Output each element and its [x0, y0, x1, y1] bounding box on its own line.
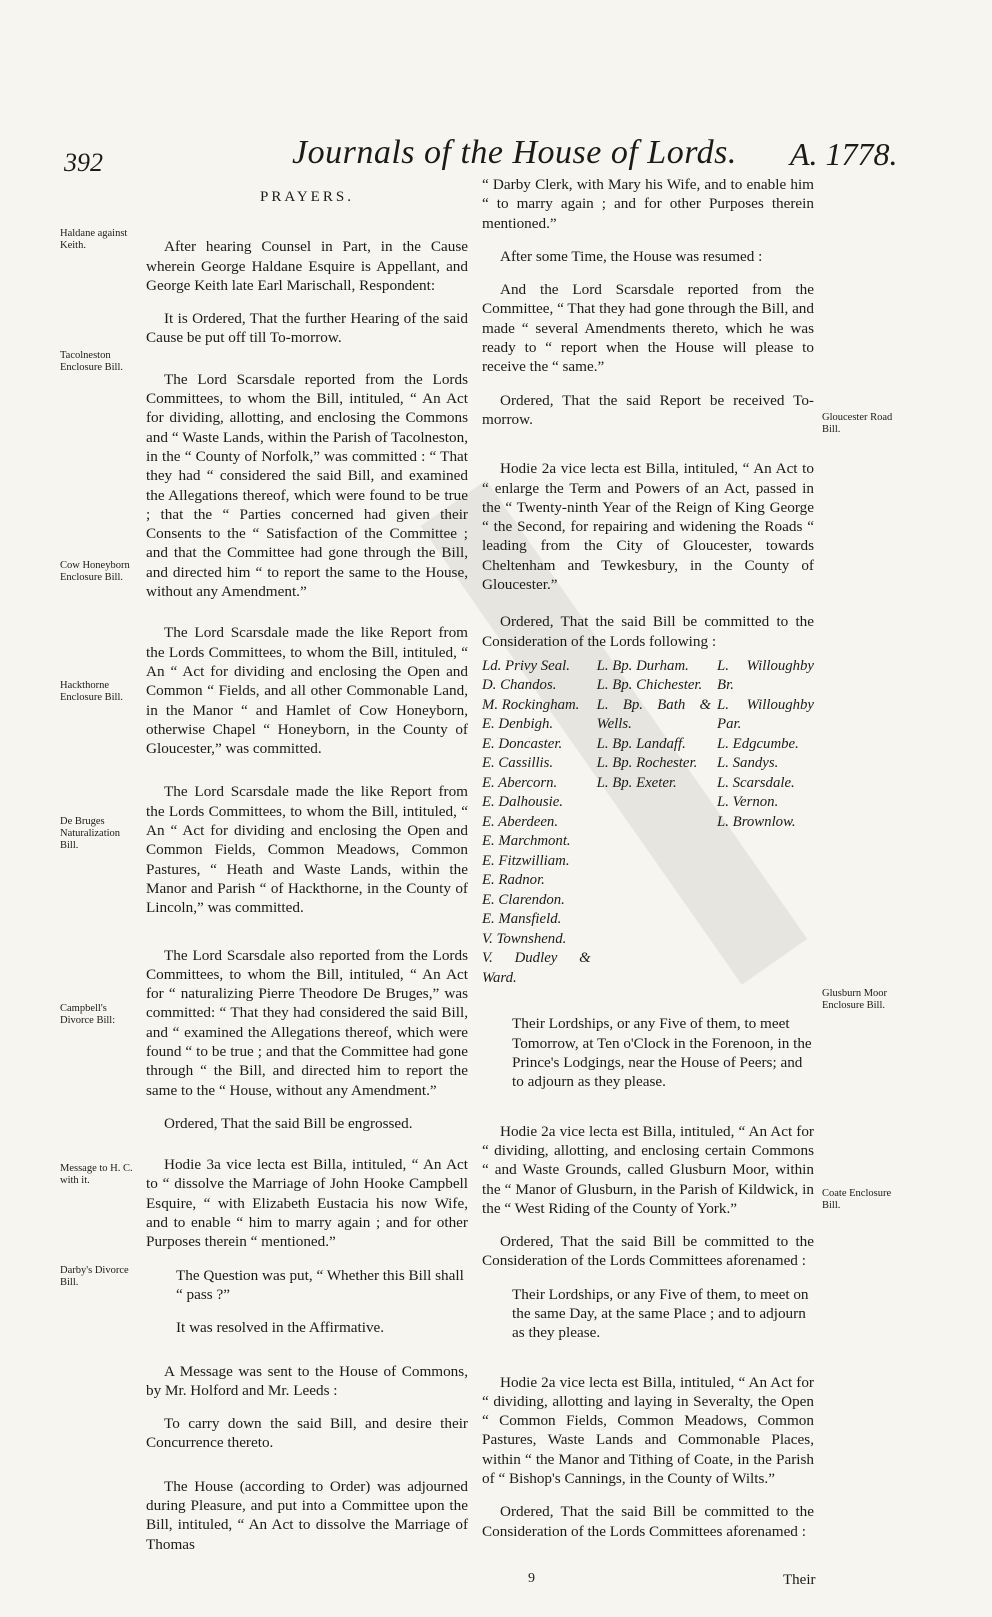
- lord-name: V. Townshend.: [482, 930, 567, 947]
- lord-name: E. Aberdeen.: [482, 813, 559, 830]
- margin-note: Message to H. C. with it.: [60, 1163, 133, 1186]
- paragraph: It was resolved in the Affirmative.: [176, 1319, 385, 1337]
- paragraph: Ordered, That the said Bill be committed to the Consideration of the Lords Committees aforenamed :: [482, 1503, 814, 1540]
- paragraph: It is Ordered, That the further Hearing of the said Cause be put off till To-morrow.: [146, 310, 468, 347]
- lord-name: L. Bp. Rochester.: [596, 755, 698, 772]
- right-column: [482, 175, 814, 1555]
- lord-name: E. Radnor.: [482, 872, 545, 889]
- margin-note: Tacolneston Enclosure Bill.: [60, 350, 123, 373]
- lord-name: E. Doncaster.: [482, 735, 563, 752]
- lord-name: L. Scarsdale.: [717, 774, 795, 791]
- lord-name: L. Bp. Durham.: [596, 657, 689, 674]
- paragraph: Hodie 2a vice lecta est Billa, intituled, “ An Act to “ enlarge the Term and Powers of an Act, passed in the “ Twenty-ninth Year of the Reign of King George “ the Second, for repairing and widening the Roads “ leading from the City of Gloucester, towards Cheltenham and Tewkesbury, in the County of Gloucester.”: [482, 460, 814, 594]
- paragraph: Hodie 3a vice lecta est Billa, intituled, “ An Act to “ dissolve the Marriage of John Hooke Campbell Esquire, “ with Elizabeth Eustacia his now Wife, and to enable “ him to marry again ; and for other Purposes therein “ mentioned.”: [146, 1156, 468, 1251]
- lord-name: L. Bp. Bath & Wells.: [596, 696, 712, 733]
- lord-name: Ld. Privy Seal.: [482, 657, 570, 674]
- lord-name: D. Chandos.: [482, 677, 557, 694]
- lord-name: E. Marchmont.: [482, 833, 571, 850]
- lord-name: V. Dudley & Ward.: [482, 950, 591, 986]
- paragraph: Ordered, That the said Bill be committed to the Consideration of the Lords Committees aforenamed :: [482, 1233, 814, 1270]
- lord-name: E. Abercorn.: [482, 774, 558, 791]
- lord-name: L. Willoughby Par.: [717, 696, 814, 733]
- paragraph: To carry down the said Bill, and desire their Concurrence thereto.: [146, 1415, 468, 1452]
- margin-note: Coate Enclosure Bill.: [822, 1188, 892, 1211]
- lord-name: E. Fitzwilliam.: [482, 852, 570, 869]
- margin-note: Hackthorne Enclosure Bill.: [60, 680, 123, 703]
- lord-name: L. Sandys.: [717, 755, 779, 772]
- lord-name: M. Rockingham.: [482, 696, 580, 713]
- section-heading: PRAYERS.: [260, 189, 354, 205]
- lord-name: L. Bp. Landaff.: [596, 735, 686, 752]
- paragraph: The Lord Scarsdale made the like Report from the Lords Committees, to whom the Bill, intituled, “ An “ Act for dividing and enclosing the Open and Common “ Fields, and all other Commonable Land, in the Manor “ and Hamlet of Cow Honeyborn, otherwise Chapel “ Honeyborn, in the County of Gloucester,” was committed.: [146, 624, 468, 758]
- paragraph: Their Lordships, or any Five of them, to meet Tomorrow, at Ten o'Clock in the Forenoon, in the Prince's Lodgings, near the House of Peers; and to adjourn as they please.: [512, 1015, 812, 1091]
- margin-note: Gloucester Road Bill.: [822, 412, 893, 435]
- paragraph: The Lord Scarsdale also reported from the Lords Committees, to whom the Bill, intituled, “ An Act for “ naturalizing Pierre Theodore De Bruges,” was committed: “ That they had considered the said Bill, and “ examined the Allegations thereof, which were found “ to be true ; and that the Committee had gone through “ the Bill, and directed him to report the same to the “ House, without any Amendment.”: [146, 946, 468, 1099]
- paragraph: Hodie 2a vice lecta est Billa, intituled, “ An Act for “ dividing, allotting, and enclosing certain Commons “ and Waste Grounds, called Glusburn Moor, within the “ Manor of Glusburn, in the Parish of Kildwick, in the “ West Riding of the County of York.”: [482, 1122, 814, 1217]
- paragraph: After hearing Counsel in Part, in the Cause wherein George Haldane Esquire is Appellant, and George Keith late Earl Marischall, Respondent:: [146, 238, 468, 294]
- lords-list-column: [482, 657, 591, 989]
- year-heading: A. 1778.: [790, 136, 898, 172]
- lords-list-column: [717, 657, 814, 989]
- lord-name: L. Bp. Exeter.: [596, 774, 677, 791]
- paragraph: The House (according to Order) was adjourned during Pleasure, and put into a Committee upon the Bill, intituled, “ An Act to dissolve the Marriage of Thomas: [146, 1477, 468, 1553]
- margin-note: Haldane against Keith.: [60, 228, 128, 251]
- signature-mark: 9: [528, 1571, 535, 1586]
- paragraph: The Question was put, “ Whether this Bill shall “ pass ?”: [176, 1266, 464, 1303]
- paragraph: Ordered, That the said Report be received To-morrow.: [482, 391, 814, 428]
- paragraph: “ Darby Clerk, with Mary his Wife, and to enable him “ to marry again ; and for other Purposes therein mentioned.”: [482, 176, 814, 232]
- lord-name: E. Denbigh.: [482, 716, 554, 733]
- page-number: 392: [64, 148, 103, 177]
- lord-name: L. Vernon.: [717, 794, 779, 811]
- paragraph: The Lord Scarsdale made the like Report from the Lords Committees, to whom the Bill, intituled, “ An “ Act for dividing and enclosing the Open and Common Fields, Common Meadows, Common Pastures, “ Heath and Waste Lands, within the Manor and Parish “ of Hackthorne, in the County of Lincoln,” was committed.: [146, 783, 468, 917]
- lord-name: L. Willoughby Br.: [717, 657, 814, 694]
- lord-name: L. Brownlow.: [717, 813, 796, 830]
- lord-name: E. Mansfield.: [482, 911, 562, 928]
- lord-name: E. Dalhousie.: [482, 794, 563, 811]
- paragraph: After some Time, the House was resumed :: [500, 247, 763, 265]
- paragraph: Hodie 2a vice lecta est Billa, intituled, “ An Act for “ dividing, allotting and laying in Severalty, the Open “ Common Fields, Common Meadows, Common Pastures, Waste Lands and Commonable Places, within “ the Manor and Tithing of Coate, in the Parish of “ Bishop's Cannings, in the County of Wilts.”: [482, 1373, 814, 1488]
- paragraph: Ordered, That the said Bill be engrossed.: [164, 1114, 413, 1132]
- paragraph: Ordered, That the said Bill be committed to the Consideration of the Lords following :: [482, 613, 814, 650]
- lord-name: L. Edgcumbe.: [717, 735, 799, 752]
- lords-committee-list: [482, 657, 814, 989]
- lord-name: E. Cassillis.: [482, 755, 554, 772]
- margin-note: Darby's Divorce Bill.: [60, 1265, 129, 1288]
- paragraph: The Lord Scarsdale reported from the Lords Committees, to whom the Bill, intituled, “ An Act for dividing, allotting, and enclosing the Commons and “ Waste Lands, within the Parish of Tacolneston, in the “ County of Norfolk,” was committed : “ That they had “ considered the said Bill, and examined the Allegations thereof, which were found to be true ; that the “ Parties concerned had given their Consents to the “ Satisfaction of the Committee ; and that the Committee had gone through the Bill, and directed him “ to report the same to the House, without any Amendment.”: [146, 370, 468, 601]
- lord-name: E. Clarendon.: [482, 891, 565, 908]
- left-column: [146, 188, 468, 1568]
- paragraph: And the Lord Scarsdale reported from the Committee, “ That they had gone through the Bill, and made “ several Amendments thereto, which he was ready to “ report when the House will please to receive the “ same.”: [482, 281, 814, 376]
- lord-name: L. Bp. Chichester.: [596, 677, 703, 694]
- paragraph: Their Lordships, or any Five of them, to meet on the same Day, at the same Place ; and to adjourn as they please.: [512, 1285, 809, 1342]
- lords-list-column: [597, 657, 711, 989]
- catchword: Their: [783, 1572, 816, 1588]
- margin-note: De Bruges Naturalization Bill.: [60, 816, 121, 851]
- paragraph: A Message was sent to the House of Commons, by Mr. Holford and Mr. Leeds :: [146, 1362, 468, 1399]
- margin-note: Cow Honeyborn Enclosure Bill.: [60, 560, 130, 583]
- running-title: Journals of the House of Lords.: [292, 134, 737, 171]
- margin-note: Campbell's Divorce Bill:: [60, 1003, 116, 1026]
- margin-note: Glusburn Moor Enclosure Bill.: [822, 988, 888, 1011]
